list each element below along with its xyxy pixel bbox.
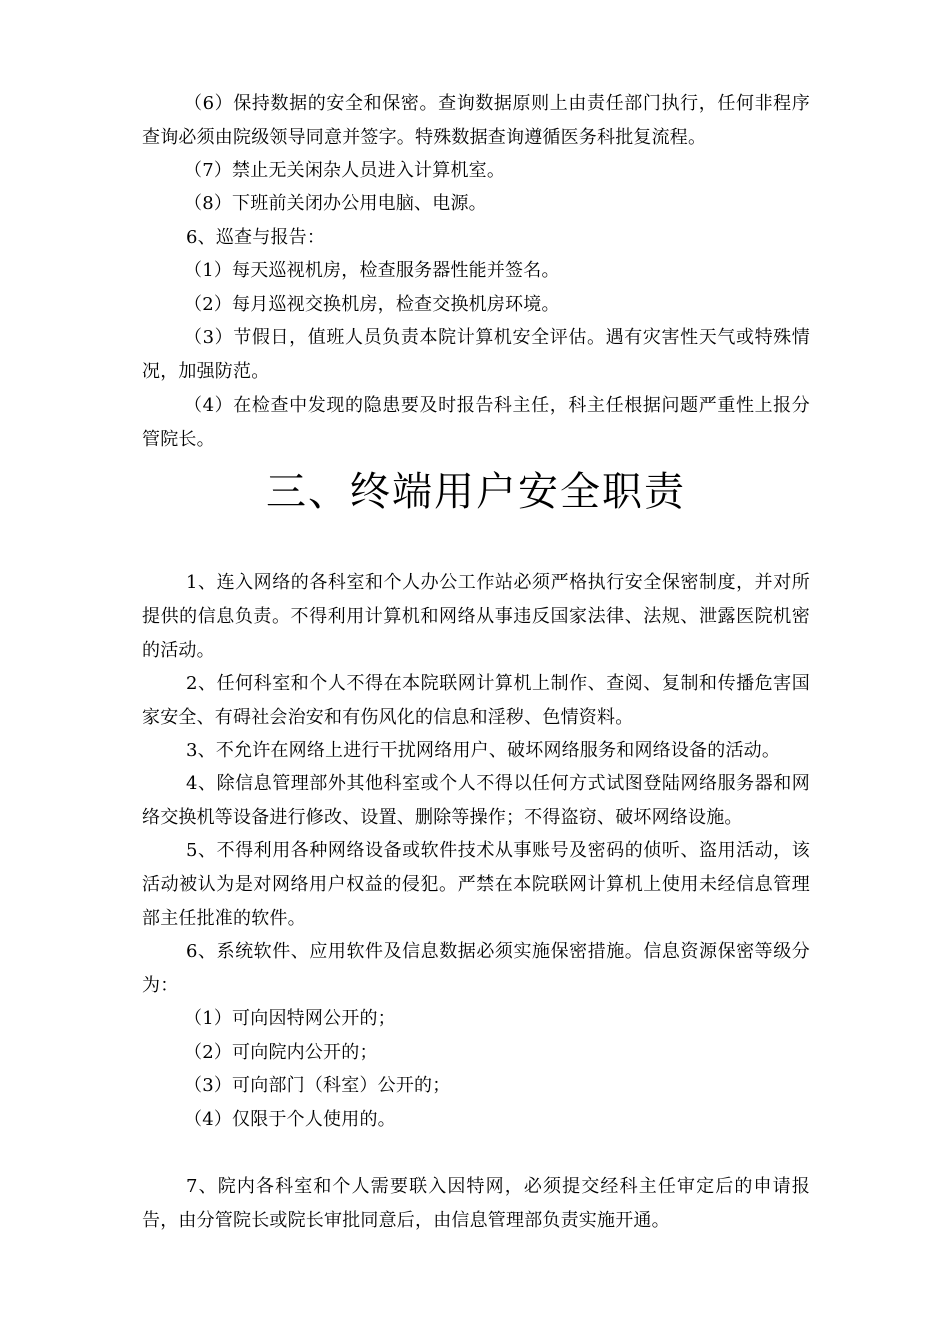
- item-7-no-idle-persons: （7）禁止无关闲杂人员进入计算机室。: [184, 160, 506, 181]
- rule-4-no-unauthorized-access: 4、除信息管理部外其他科室或个人不得以任何方式试图登陆网络服务器和网络交换机等设备进行修改、设置、删除等操作；不得盗窃、破坏网络设施。: [142, 773, 810, 828]
- item-4-report-hazards: （4）在检查中发现的隐患要及时报告科主任，科主任根据问题严重性上报分管院长。: [142, 395, 810, 450]
- rule-3-no-interference: 3、不允许在网络上进行干扰网络用户、破坏网络服务和网络设备的活动。: [186, 740, 781, 761]
- item-1-daily-inspection: （1）每天巡视机房，检查服务器性能并签名。: [184, 260, 560, 281]
- section-title: 三、终端用户安全职责: [266, 469, 686, 515]
- rule-7-internet-access: 7、院内各科室和个人需要联入因特网，必须提交经科主任审定后的申请报告，由分管院长或院长审批同意后，由信息管理部负责实施开通。: [142, 1176, 810, 1231]
- level-2-hospital: （2）可向院内公开的；: [184, 1042, 378, 1063]
- level-1-internet: （1）可向因特网公开的；: [184, 1008, 396, 1029]
- rule-2-prohibited-content: 2、任何科室和个人不得在本院联网计算机上制作、查阅、复制和传播危害国家安全、有碍社会治安和有伤风化的信息和淫秽、色情资料。: [142, 673, 810, 728]
- item-6-data-security: （6）保持数据的安全和保密。查询数据原则上由责任部门执行，任何非程序查询必须由院级领导同意并签字。特殊数据查询遵循医务科批复流程。: [142, 93, 810, 148]
- item-8-power-off: （8）下班前关闭办公用电脑、电源。: [184, 193, 487, 214]
- item-inspection-heading: 6、巡查与报告：: [186, 227, 326, 248]
- level-3-department: （3）可向部门（科室）公开的；: [184, 1075, 451, 1096]
- item-2-monthly-inspection: （2）每月巡视交换机房，检查交换机房环境。: [184, 294, 560, 315]
- level-4-personal: （4）仅限于个人使用的。: [184, 1109, 396, 1130]
- item-3-holiday-duty: （3）节假日，值班人员负责本院计算机安全评估。遇有灾害性天气或特殊情况，加强防范。: [142, 327, 810, 382]
- rule-5-no-eavesdropping: 5、不得利用各种网络设备或软件技术从事账号及密码的侦听、盗用活动，该活动被认为是对网络用户权益的侵犯。严禁在本院联网计算机上使用未经信息管理部主任批准的软件。: [142, 840, 810, 929]
- rule-1-confidentiality: 1、连入网络的各科室和个人办公工作站必须严格执行安全保密制度，并对所提供的信息负责。不得利用计算机和网络从事违反国家法律、法规、泄露医院机密的活动。: [142, 572, 810, 661]
- rule-6-confidentiality-levels: 6、系统软件、应用软件及信息数据必须实施保密措施。信息资源保密等级分为：: [142, 941, 810, 996]
